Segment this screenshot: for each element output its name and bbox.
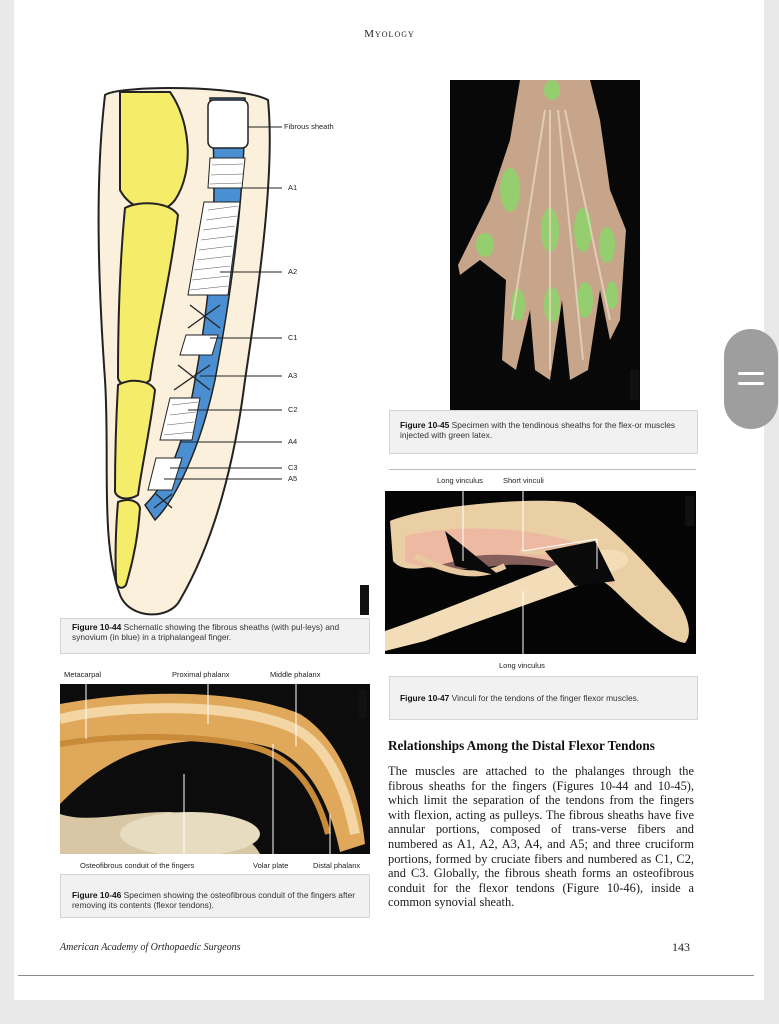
running-header: Myology <box>364 28 415 40</box>
figure-10-44-caption-text: Schematic showing the fibrous sheaths (with pul-leys) and synovium (in blue) in a triphalangeal finger. <box>72 622 340 642</box>
copyright-strip <box>685 496 694 526</box>
handle-grip-line <box>738 382 764 385</box>
footer-publisher: American Academy of Orthopaedic Surgeons <box>60 942 241 953</box>
figure-10-45-caption-text: Specimen with the tendinous sheaths for the flex-or muscles injected with green latex. <box>400 420 676 440</box>
label-fibrous-sheath: Fibrous sheath <box>284 122 334 131</box>
label-middle-phalanx: Middle phalanx <box>270 670 321 679</box>
figure-10-47-caption-text: Vinculi for the tendons of the finger flexor muscles. <box>449 693 640 703</box>
figure-10-47-photo <box>385 491 696 654</box>
copyright-strip <box>360 585 369 615</box>
section-body-text: The muscles are attached to the phalanges through the fibrous sheaths for the fingers (Figures 10-44 and 10-45), which limit the separation of the tendons from the fingers with flexion, acting as pulleys. The fibrous sheaths have five annular portions, composed of trans-verse fibers and numbered as A1, A2, A3, A4, and A5; and three cruciform portions, formed by cruciate fibers and numbered as C1, C2, and C3. Globally, the fibrous sheath forms an osteofibrous conduit for the flexor tendons (Figure 10-46), inside a common synovial sheath. <box>388 764 694 910</box>
hand-specimen-image <box>450 80 640 410</box>
figure-10-44-schematic <box>60 80 370 620</box>
page-number: 143 <box>672 940 690 954</box>
label-long-vinculus-top: Long vinculus <box>437 476 483 485</box>
handle-grip-line <box>738 372 764 375</box>
label-long-vinculus-bottom: Long vinculus <box>499 661 545 670</box>
figure-10-45-number: Figure 10-45 <box>400 420 450 430</box>
label-short-vinculi: Short vinculi <box>503 476 544 485</box>
figure-10-46-caption <box>72 890 362 910</box>
label-proximal-phalanx: Proximal phalanx <box>172 670 230 679</box>
figure-10-45-photo <box>450 80 640 410</box>
section-heading: Relationships Among the Distal Flexor Tendons <box>388 738 655 753</box>
label-a3: A3 <box>288 371 298 380</box>
osteofibrous-conduit-image <box>60 684 370 854</box>
label-a4: A4 <box>288 437 298 446</box>
label-c3: C3 <box>288 463 298 472</box>
label-metacarpal: Metacarpal <box>64 670 102 679</box>
label-c2: C2 <box>288 405 298 414</box>
label-a1: A1 <box>288 183 298 192</box>
label-c1: C1 <box>288 333 298 342</box>
figure-10-47-caption <box>400 693 692 703</box>
label-distal-phalanx: Distal phalanx <box>313 861 361 870</box>
finger-schematic-illustration <box>60 80 370 620</box>
label-a2: A2 <box>288 267 298 276</box>
figure-10-44-caption <box>72 622 362 642</box>
figure-10-47-rule <box>389 469 696 470</box>
figure-10-44-number: Figure 10-44 <box>72 622 122 632</box>
figure-10-47-number: Figure 10-47 <box>400 693 450 703</box>
label-volar-plate: Volar plate <box>253 861 289 870</box>
scroll-handle[interactable] <box>724 329 778 429</box>
copyright-strip <box>630 370 639 400</box>
figure-10-46-photo <box>60 684 370 854</box>
label-osteofibrous-conduit: Osteofibrous conduit of the fingers <box>80 861 195 870</box>
label-a5: A5 <box>288 474 298 483</box>
copyright-strip <box>358 689 367 719</box>
figure-10-46-number: Figure 10-46 <box>72 890 122 900</box>
figure-10-45-caption <box>400 420 690 440</box>
figure-10-46-caption-text: Specimen showing the osteofibrous conduit of the fingers after removing its contents (flexor tendons). <box>72 890 356 910</box>
footer-rule <box>18 975 754 976</box>
vinculi-specimen-image <box>385 491 696 654</box>
